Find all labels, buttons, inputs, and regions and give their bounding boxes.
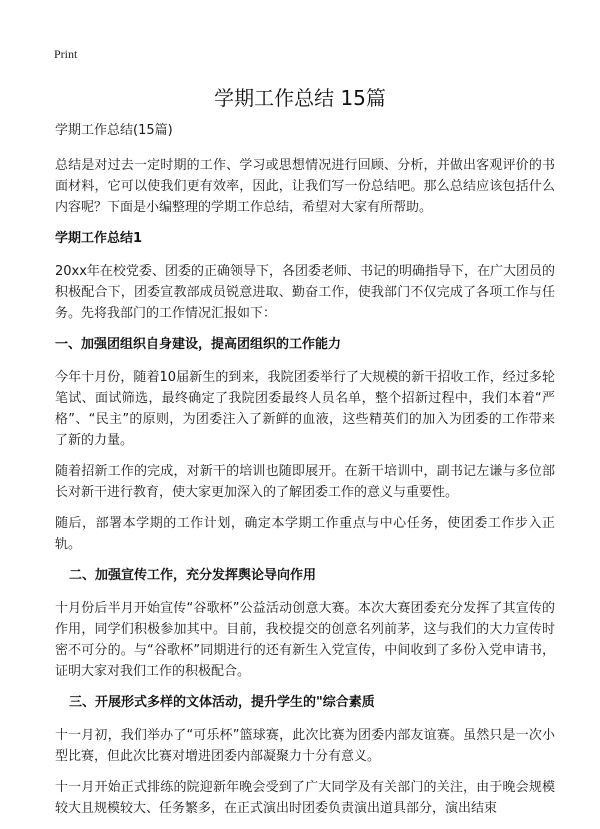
print-label: Print <box>54 47 78 61</box>
heading-one-paragraph-1: 今年十月份，随着10届新生的到来，我院团委举行了大规模的新干招收工作，经过多轮笔试、面试筛选，最终确定了我院团委最终人员名单，整个招新过程中，我们本着“严格”、“民主”的原则，为团委注入了新鲜的血液，这些精英们的加入为团委的工作带来了新的力量。 <box>55 370 555 448</box>
heading-two: 二、加强宣传工作，充分发挥舆论导向作用 <box>69 568 317 583</box>
section-intro-paragraph: 20xx年在校党委、团委的正确领导下，各团委老师、书记的明确指导下，在广大团员的积极配合下，团委宣教部成员锐意进取、勤奋工作，使我部门不仅完成了各项工作与任务。先将我部门的工作情况汇报如下： <box>55 264 555 321</box>
document-content <box>55 120 555 829</box>
heading-three-paragraph-2: 十一月开始正式排练的院迎新年晚会受到了广大同学及有关部门的关注，由于晚会规模较大且规模较大、任务繁多，在正式演出时团委负责演出道具部分，演出结束 <box>55 780 555 816</box>
heading-two-paragraph-1: 十月份后半月开始宣传“谷歌杯”公益活动创意大赛。本次大赛团委充分发挥了其宣传的作用，同学们积极参加其中。目前，我校提交的创意名列前茅，这与我们的大力宣传时密不可分的。与“谷歌杯”同期进行的还有新生入党宣传，中间收到了多份入党申请书，证明大家对我们工作的积极配合。 <box>55 601 555 679</box>
document-subtitle: 学期工作总结(15篇) <box>55 123 173 138</box>
heading-one-paragraph-3: 随后，部署本学期的工作计划，确定本学期工作重点与中心任务，使团委工作步入正轨。 <box>55 516 555 552</box>
document-title: 学期工作总结 15篇 <box>214 86 386 110</box>
heading-one: 一、加强团组织自身建设，提高团组织的工作能力 <box>55 337 342 352</box>
heading-one-paragraph-2: 随着招新工作的完成，对新干的培训也随即展开。在新干培训中，副书记左谦与多位部长对新干进行教育，使大家更加深入的了解团委工作的意义与重要性。 <box>55 464 555 500</box>
heading-three: 三、开展形式多样的文体活动，提升学生的"综合素质 <box>69 695 375 710</box>
intro-paragraph: 总结是对过去一定时期的工作、学习或思想情况进行回顾、分析，并做出客观评价的书面材料，它可以使我们更有效率，因此，让我们写一份总结吧。那么总结应该包括什么内容呢？下面是小编整理的学期工作总结，希望对大家有所帮助。 <box>55 158 555 215</box>
section-title: 学期工作总结1 <box>55 231 143 246</box>
heading-three-paragraph-1: 十一月初，我们举办了“可乐杯”篮球赛，此次比赛为团委内部友谊赛。虽然只是一次小型比赛，但此次比赛对增进团委内部凝聚力十分有意义。 <box>55 728 555 764</box>
